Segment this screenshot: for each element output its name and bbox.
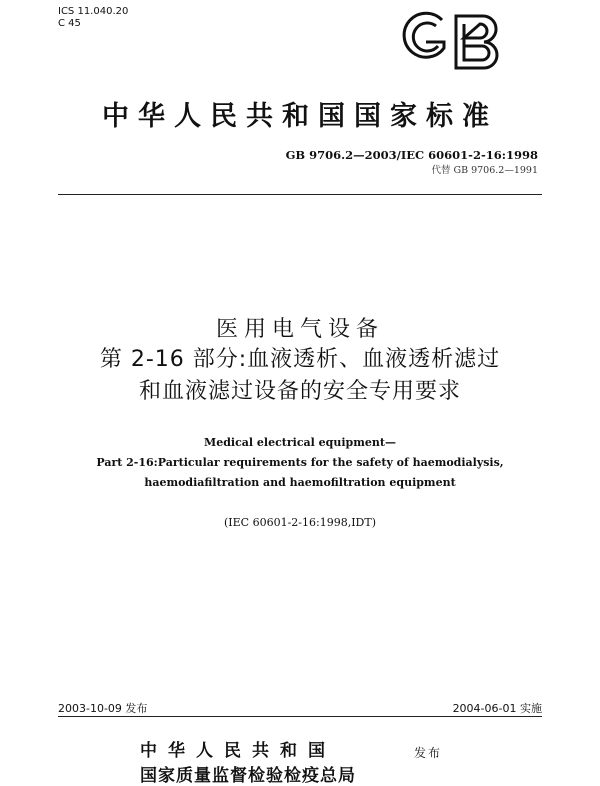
english-title-line-2: Part 2-16:Particular requirements for the safety of haemodialysis, bbox=[96, 456, 504, 469]
publisher-block bbox=[140, 736, 356, 786]
standard-category-title: 中华人民共和国国家标准 bbox=[102, 101, 498, 132]
publisher-line-2: 国家质量监督检验检疫总局 bbox=[140, 766, 356, 786]
classification-codes bbox=[58, 6, 128, 30]
publisher-line-1: 中华人民共和国 bbox=[140, 741, 336, 761]
english-title-line-1: Medical electrical equipment— bbox=[204, 436, 396, 449]
standard-number: GB 9706.2—2003/IEC 60601-2-16:1998 bbox=[285, 148, 538, 162]
chinese-title-line-1: 医用电气设备 bbox=[215, 317, 384, 342]
implementation-date: 2004-06-01 实施 bbox=[452, 702, 542, 715]
publish-label: 发布 bbox=[414, 746, 443, 760]
english-title-line-3: haemodiafiltration and haemofiltration equipment bbox=[144, 476, 456, 489]
bottom-divider bbox=[58, 716, 542, 717]
ccs-code: C 45 bbox=[58, 18, 81, 29]
replaces-standard: 代替 GB 9706.2—1991 bbox=[431, 165, 538, 176]
gb-logo bbox=[396, 10, 512, 74]
iec-equivalence: (IEC 60601-2-16:1998,IDT) bbox=[224, 516, 376, 529]
top-divider bbox=[58, 194, 542, 195]
issue-date: 2003-10-09 发布 bbox=[58, 702, 148, 715]
logo-text: GB bbox=[454, 72, 456, 73]
chinese-title-line-3: 和血液滤过设备的安全专用要求 bbox=[138, 379, 461, 404]
chinese-title-line-2: 第 2-16 部分:血液透析、血液透析滤过 bbox=[99, 347, 501, 372]
ics-code: ICS 11.040.20 bbox=[58, 6, 129, 17]
